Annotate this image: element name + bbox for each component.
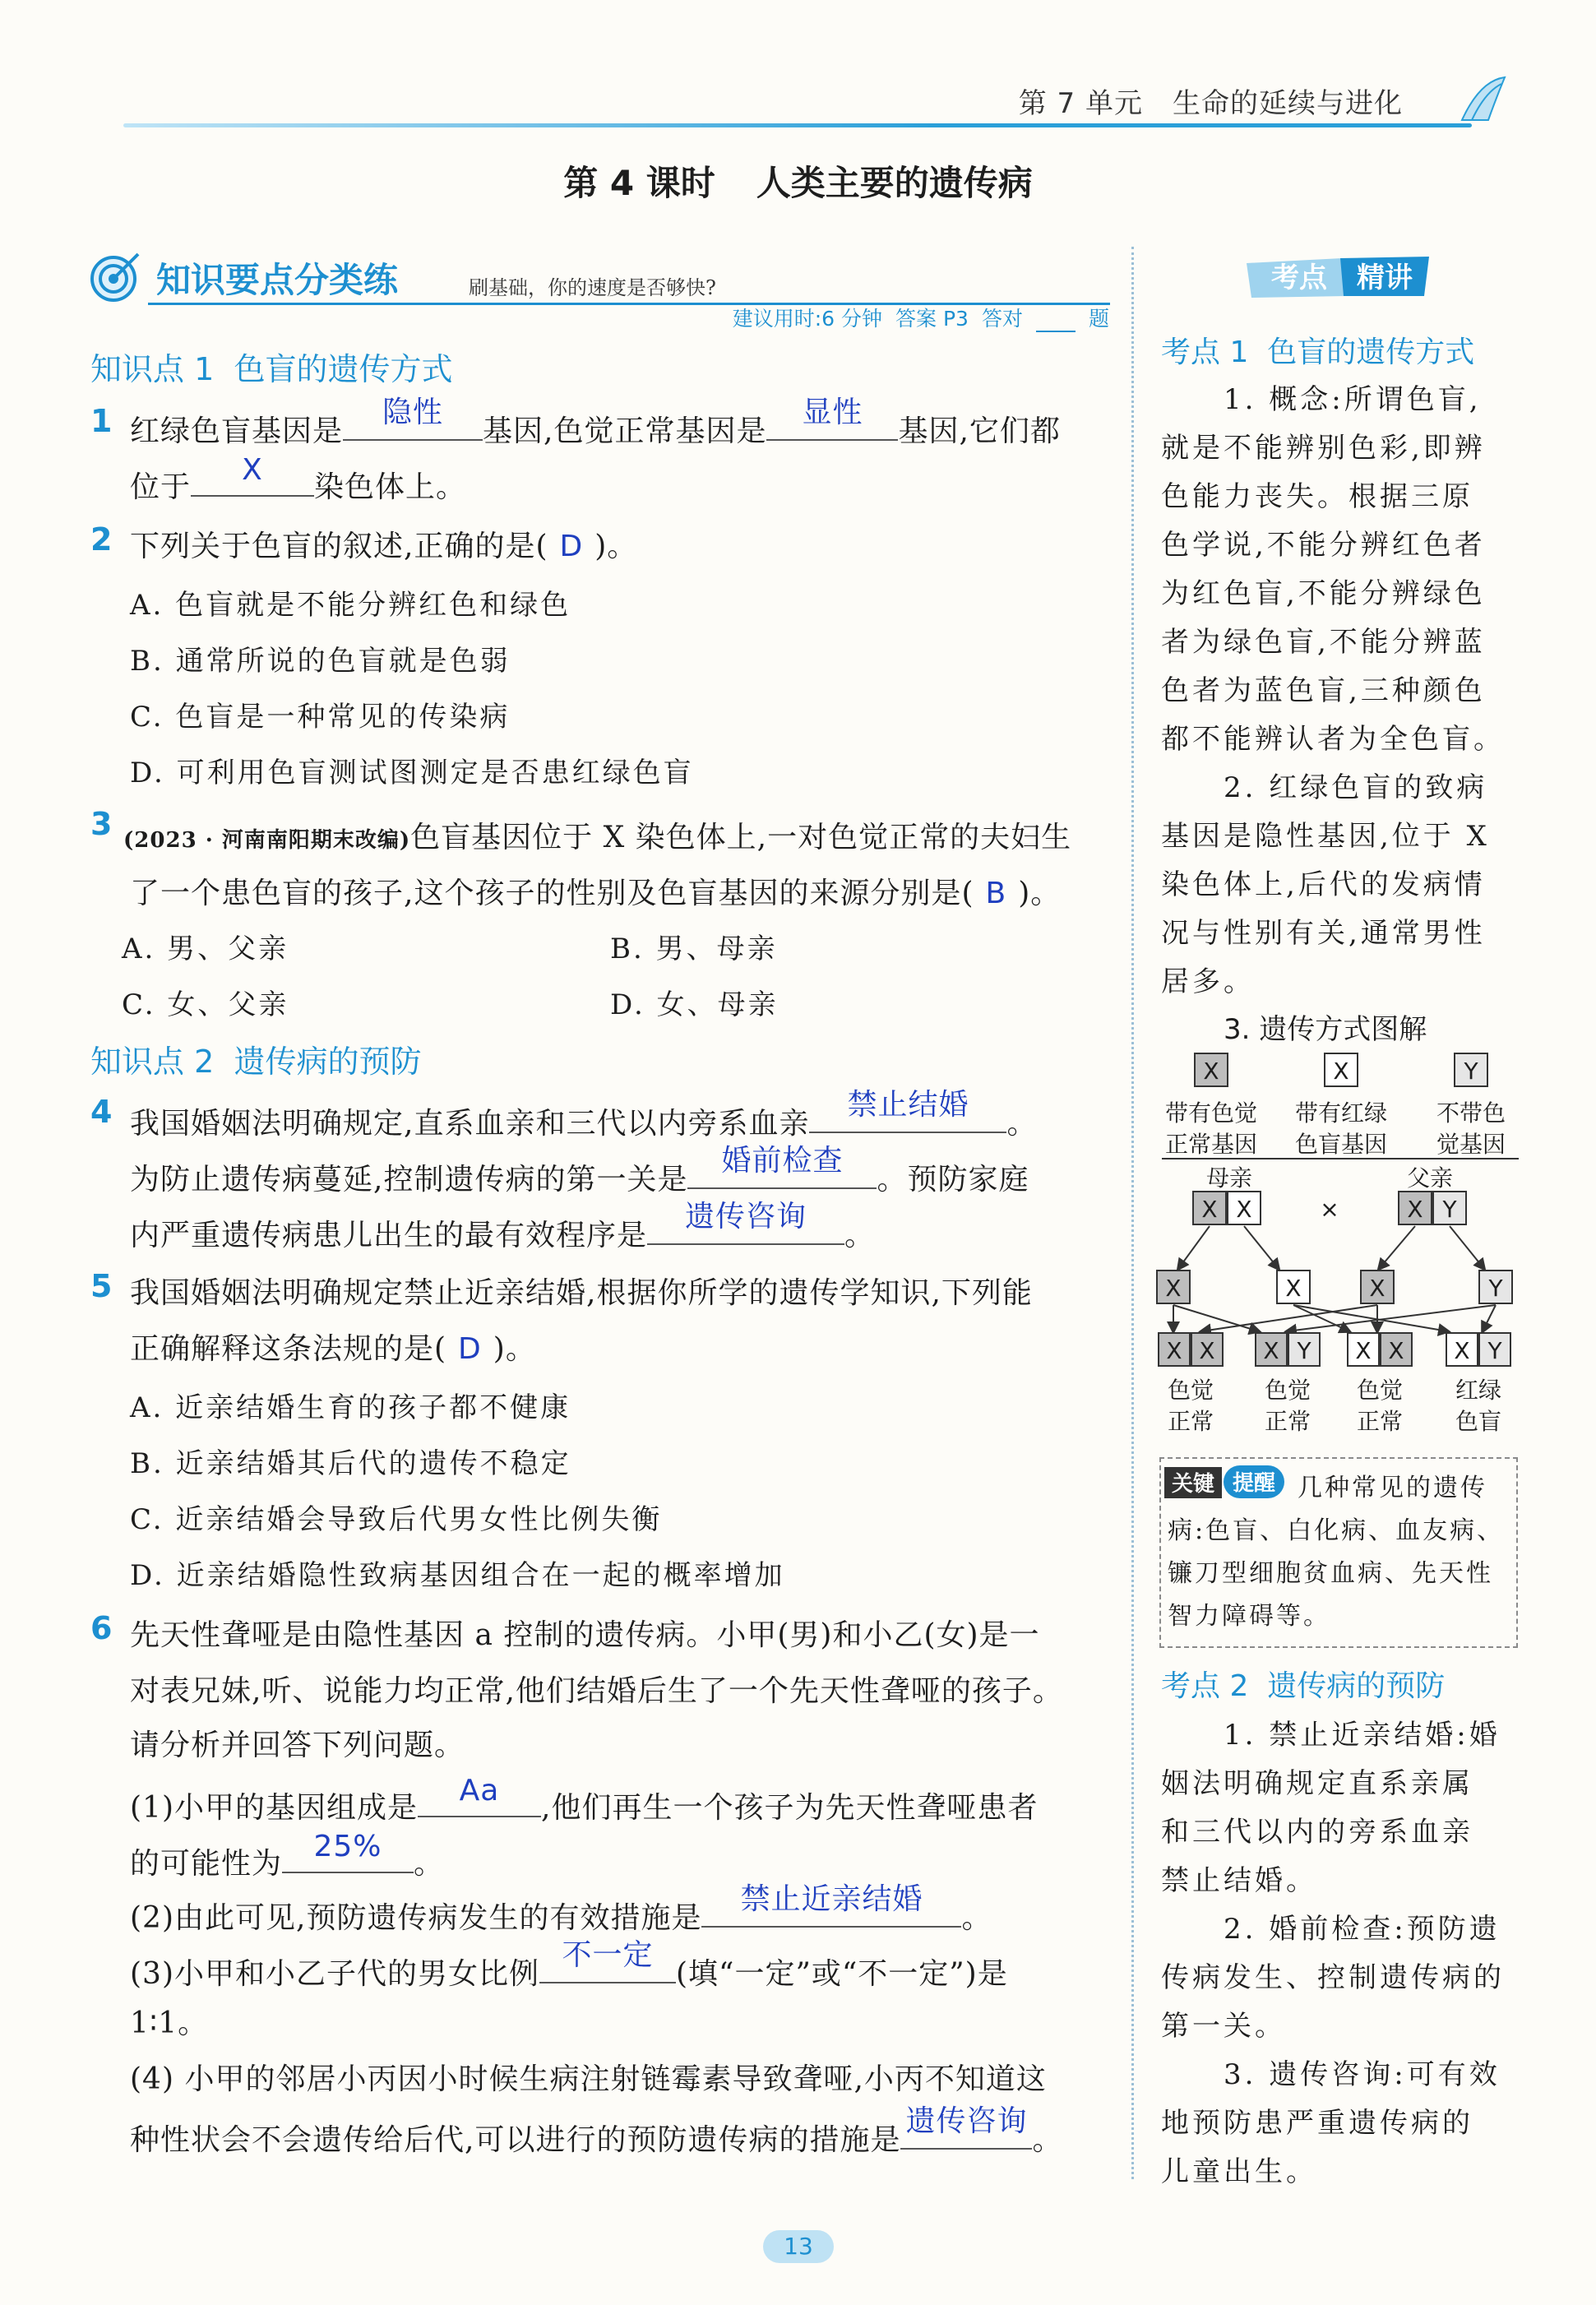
header-rule xyxy=(123,123,1472,127)
running-header xyxy=(1019,81,1403,121)
q3-option-a[interactable]: A. 男、父亲 xyxy=(122,933,289,965)
badge-text-a: 考点 xyxy=(1271,262,1327,294)
gamete-label: X xyxy=(1285,1275,1302,1302)
k2-line: 2. 婚前检查:预防遗 xyxy=(1224,1913,1501,1946)
q3-option-b[interactable]: B. 男、母亲 xyxy=(610,933,778,965)
q4-blank-1[interactable]: 禁止结婚 xyxy=(809,1095,1006,1133)
k1-line: 就是不能辨别色彩,即辨 xyxy=(1161,432,1486,465)
q5-answer[interactable]: D xyxy=(458,1332,482,1366)
q5-option-d[interactable]: D. 近亲结婚隐性致病基因组合在一起的概率增加 xyxy=(130,1559,785,1592)
offspring-label: 红绿 xyxy=(1455,1377,1502,1404)
offspring-3-b: X xyxy=(1388,1337,1404,1364)
question-number: 3 xyxy=(90,806,113,842)
q1-blank-2[interactable]: 显性 xyxy=(766,403,898,441)
k2-line: 传病发生、控制遗传病的 xyxy=(1161,1961,1505,1994)
q2-option-d[interactable]: D. 可利用色盲测试图测定是否患红绿色盲 xyxy=(130,757,694,789)
legend-label: 觉基因 xyxy=(1436,1131,1506,1158)
q4-blank-3[interactable]: 遗传咨询 xyxy=(647,1207,844,1245)
q6-sub1-line-2: 的可能性为 25% 。 xyxy=(130,1830,445,1881)
k2-line: 儿童出生。 xyxy=(1161,2155,1317,2188)
kp1-label: 知识点 1 xyxy=(90,351,215,387)
q5-line-1: 我国婚姻法明确规定禁止近亲结婚,根据你所学的遗传学知识,下列能 xyxy=(130,1276,1033,1310)
page-title xyxy=(0,156,1596,206)
q6-line-1: 先天性聋哑是由隐性基因 a 控制的遗传病。小甲(男)和小乙(女)是一 xyxy=(130,1618,1040,1652)
q1-blank-1[interactable]: 隐性 xyxy=(343,403,483,441)
gamete-label: X xyxy=(1165,1275,1182,1302)
k1-line: 色者为蓝色盲,三种颜色 xyxy=(1161,674,1486,707)
gamete-label: X xyxy=(1369,1275,1386,1302)
offspring-2-b: Y xyxy=(1297,1337,1311,1364)
k2-line: 姻法明确规定直系亲属 xyxy=(1161,1767,1473,1800)
q4-line-2: 为防止遗传病蔓延,控制遗传病的第一关是 婚前检查 。预防家庭 xyxy=(130,1144,1029,1196)
q3-line-2: 了一个患色盲的孩子,这个孩子的性别及色盲基因的来源分别是( B )。 xyxy=(130,877,1062,910)
tip-remind-text: 提醒 xyxy=(1232,1471,1276,1496)
q6-sub4-line-1: (4) 小甲的邻居小丙因小时候生病注射链霉素导致聋哑,小丙不知道这 xyxy=(130,2062,1047,2096)
question-number: 2 xyxy=(90,521,113,558)
suggested-time: 建议用时:6 分钟 xyxy=(732,307,883,331)
gamete-label: Y xyxy=(1488,1275,1503,1302)
q3-answer[interactable]: B xyxy=(985,877,1007,910)
offspring-3-a: X xyxy=(1355,1337,1372,1364)
legend-sym-1: X xyxy=(1203,1058,1219,1085)
k1-line: 况与性别有关,通常男性 xyxy=(1161,917,1486,950)
q5-option-c[interactable]: C. 近亲结婚会导致后代男女性比例失衡 xyxy=(130,1503,663,1536)
q6-sub3-line-2: 1∶1。 xyxy=(130,2006,209,2040)
q6-sub4-line-2: 种性状会不会遗传给后代,可以进行的预防遗传病的措施是 遗传咨询 。 xyxy=(130,2104,1063,2157)
offspring-label: 色盲 xyxy=(1455,1408,1502,1435)
q2-stem: 下列关于色盲的叙述,正确的是( D )。 xyxy=(130,530,638,563)
q6-blank-counseling[interactable]: 遗传咨询 xyxy=(900,2112,1032,2150)
offspring-label: 色觉 xyxy=(1264,1377,1311,1404)
question-number: 5 xyxy=(90,1268,113,1304)
key-tip-badge xyxy=(1164,1464,1288,1500)
knowledge-point-1 xyxy=(90,344,452,389)
svg-text:Y: Y xyxy=(1442,1196,1457,1223)
svg-text:X: X xyxy=(1236,1196,1252,1223)
k1-line: 基因是隐性基因,位于 X xyxy=(1161,820,1490,853)
k2-line: 和三代以内的旁系血亲 xyxy=(1161,1816,1473,1849)
q6-sub3-line-1: (3)小甲和小乙子代的男女比例 不一定 (填“一定”或“不一定”)是 xyxy=(130,1938,1008,1991)
q3-option-d[interactable]: D. 女、母亲 xyxy=(610,988,779,1021)
q3-source: (2023 · 河南南阳期末改编) xyxy=(123,828,411,853)
q6-blank-ratio[interactable]: 不一定 xyxy=(539,1946,676,1983)
q6-sub2: (2)由此可见,预防遗传病发生的有效措施是 禁止近亲结婚 。 xyxy=(130,1882,992,1935)
k2-line: 1. 禁止近亲结婚:婚 xyxy=(1224,1719,1501,1752)
k1-line: 者为绿色盲,不能分辨蓝 xyxy=(1161,626,1486,659)
offspring-label: 色觉 xyxy=(1167,1377,1214,1404)
k1-line: 色学说,不能分辨红色者 xyxy=(1161,529,1486,562)
correct-count-blank[interactable] xyxy=(1036,311,1076,332)
k1-line: 1. 概念:所谓色盲, xyxy=(1224,383,1482,416)
q6-line-2: 对表兄妹,听、说能力均正常,他们结婚后生了一个先天性聋哑的孩子。 xyxy=(130,1674,1063,1708)
q6-blank-measure[interactable]: 禁止近亲结婚 xyxy=(701,1890,961,1928)
section-title: 知识要点分类练 xyxy=(156,260,399,300)
q1-line-2: 位于 X 染色体上。 xyxy=(130,453,467,504)
exam-point-1: 考点 1 色盲的遗传方式 xyxy=(1161,336,1475,369)
chapter-label: 生命的延续与进化 xyxy=(1173,87,1403,120)
q6-sub1-line-1: (1)小甲的基因组成是 Aa ,他们再生一个孩子为先天性聋哑患者 xyxy=(130,1774,1039,1825)
k1-line: 都不能辨认者为全色盲。 xyxy=(1161,723,1505,756)
q5-option-a[interactable]: A. 近亲结婚生育的孩子都不健康 xyxy=(130,1391,571,1424)
tip-key-text: 关键 xyxy=(1171,1472,1215,1497)
offspring-4-b: Y xyxy=(1487,1337,1502,1364)
correct-count-label: 答对 xyxy=(981,307,1023,331)
offspring-2-a: X xyxy=(1263,1337,1279,1364)
kp2-label: 知识点 2 xyxy=(90,1044,215,1080)
legend-label: 正常基因 xyxy=(1164,1131,1258,1158)
k1-line: 为红色盲,不能分辨绿色 xyxy=(1161,577,1486,610)
k2-line: 禁止结婚。 xyxy=(1161,1864,1317,1897)
offspring-label: 正常 xyxy=(1167,1408,1214,1435)
mother-label: 母亲 xyxy=(1205,1164,1253,1192)
offspring-label: 正常 xyxy=(1356,1408,1404,1435)
correct-count-unit: 题 xyxy=(1088,307,1109,331)
page-number: 13 xyxy=(763,2230,834,2263)
cross-sign: × xyxy=(1320,1196,1339,1223)
q3-line-1: (2023 · 河南南阳期末改编)色盲基因位于 X 染色体上,一对色觉正常的夫妇生 xyxy=(123,821,1072,854)
k1-line: 色能力丧失。根据三原 xyxy=(1161,480,1473,513)
exam-point-2: 考点 2 遗传病的预防 xyxy=(1161,1669,1446,1703)
tip-line: 几种常见的遗传 xyxy=(1298,1474,1487,1502)
legend-label: 带有红绿 xyxy=(1294,1099,1388,1127)
offspring-4-a: X xyxy=(1454,1337,1470,1364)
q2-option-c[interactable]: C. 色盲是一种常见的传染病 xyxy=(130,701,511,734)
legend-label: 带有色觉 xyxy=(1164,1099,1258,1127)
lesson-number: 第 4 课时 xyxy=(563,163,715,203)
q6-blank-genotype[interactable]: Aa xyxy=(418,1780,541,1817)
legend-label: 色盲基因 xyxy=(1294,1131,1388,1158)
key-points-badge xyxy=(1243,252,1432,301)
unit-label: 第 7 单元 xyxy=(1018,87,1143,120)
q1-blank-3[interactable]: X xyxy=(191,459,314,497)
kp1-title: 色盲的遗传方式 xyxy=(234,351,453,387)
k2-line: 3. 遗传咨询:可有效 xyxy=(1224,2058,1501,2091)
k2-line: 地预防患严重遗传病的 xyxy=(1161,2107,1473,2140)
tip-line: 镰刀型细胞贫血病、先天性 xyxy=(1168,1559,1493,1588)
badge-text-b: 精讲 xyxy=(1357,262,1413,294)
q4-line-1: 我国婚姻法明确规定,直系血亲和三代以内旁系血亲 禁止结婚 。 xyxy=(130,1088,1038,1141)
answer-page: 答案 P3 xyxy=(895,307,969,331)
q3-option-c[interactable]: C. 女、父亲 xyxy=(122,988,289,1021)
q5-option-b[interactable]: B. 近亲结婚其后代的遗传不稳定 xyxy=(130,1447,571,1480)
offspring-label: 正常 xyxy=(1264,1408,1311,1435)
svg-text:X: X xyxy=(1407,1196,1423,1223)
q4-blank-2[interactable]: 婚前检查 xyxy=(687,1151,877,1189)
target-icon xyxy=(89,251,141,303)
question-number: 4 xyxy=(90,1094,113,1130)
father-label: 父亲 xyxy=(1406,1164,1454,1192)
section-slogan: 刷基础，你的速度是否够快? xyxy=(469,276,716,299)
q2-option-b[interactable]: B. 通常所说的色盲就是色弱 xyxy=(130,645,511,678)
svg-text:X: X xyxy=(1201,1196,1218,1223)
legend-sym-2: X xyxy=(1333,1058,1349,1085)
question-number: 6 xyxy=(90,1610,113,1646)
q2-answer[interactable]: D xyxy=(559,530,584,563)
tip-line: 智力障碍等。 xyxy=(1168,1602,1330,1631)
k2-line: 第一关。 xyxy=(1161,2010,1286,2043)
q6-blank-probability[interactable]: 25% xyxy=(282,1835,414,1873)
q5-line-2: 正确解释这条法规的是( D )。 xyxy=(130,1332,536,1366)
offspring-label: 色觉 xyxy=(1356,1377,1404,1404)
offspring-1-b: X xyxy=(1199,1337,1215,1364)
q6-line-3: 请分析并回答下列问题。 xyxy=(130,1729,465,1762)
lesson-name: 人类主要的遗传病 xyxy=(756,163,1033,203)
column-divider xyxy=(1131,247,1134,2179)
legend-sym-3: Y xyxy=(1464,1058,1478,1085)
k1-line: 2. 红绿色盲的致病 xyxy=(1224,771,1488,804)
exercise-meta xyxy=(733,303,1109,332)
q4-line-3: 内严重遗传病患儿出生的最有效程序是 遗传咨询 。 xyxy=(130,1200,876,1252)
kp2-title: 遗传病的预防 xyxy=(234,1044,422,1080)
q1-line-1: 红绿色盲基因是 隐性 基因,色觉正常基因是 显性 基因,它们都 xyxy=(130,396,1061,448)
tip-line: 病:色盲、白化病、血友病、 xyxy=(1168,1516,1505,1545)
book-ornament-icon xyxy=(1455,72,1513,130)
knowledge-point-2 xyxy=(90,1036,421,1081)
q2-option-a[interactable]: A. 色盲就是不能分辨红色和绿色 xyxy=(130,589,571,622)
k1-line: 染色体上,后代的发病情 xyxy=(1161,868,1486,901)
inheritance-diagram xyxy=(1155,1048,1525,1443)
k1-line: 居多。 xyxy=(1161,965,1255,998)
diagram-heading: 3. 遗传方式图解 xyxy=(1224,1013,1427,1046)
legend-label: 不带色 xyxy=(1436,1099,1506,1127)
offspring-1-a: X xyxy=(1166,1337,1182,1364)
question-number: 1 xyxy=(90,403,113,439)
